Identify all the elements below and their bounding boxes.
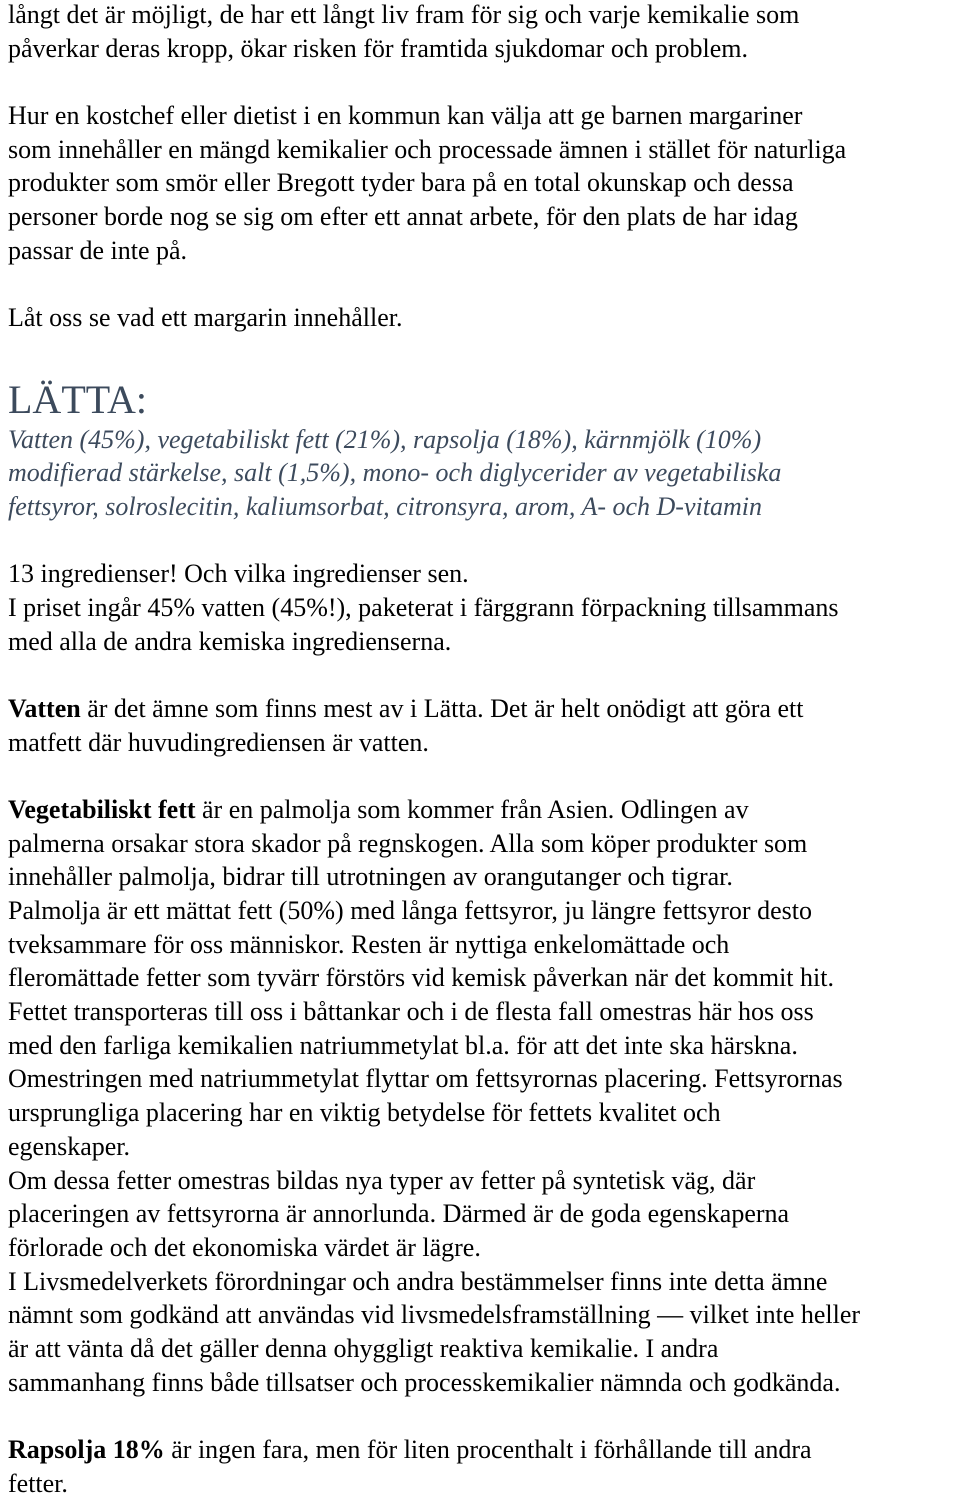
text-line	[8, 692, 960, 726]
text-line: som innehåller en mängd kemikalier och processade ämnen i stället för naturliga	[8, 134, 847, 164]
text-line: personer borde nog se sig om efter ett annat arbete, för den plats de har idag	[8, 202, 798, 232]
paragraph-rapsolja	[8, 1433, 960, 1500]
term-vegetabiliskt-fett: Vegetabiliskt fett	[8, 795, 196, 825]
text-line: med den farliga kemikalien natriummetylat bl.a. för att det inte ska härskna.	[8, 1030, 798, 1060]
text-line: Låt oss se vad ett margarin innehåller.	[8, 303, 403, 333]
text-line: tveksammare för oss människor. Resten är nyttiga enkelomättade och	[8, 929, 730, 959]
text-line	[8, 793, 960, 827]
text-line: I Livsmedelverkets förordningar och andra bestämmelser finns inte detta ämne	[8, 1266, 828, 1296]
text-line: Hur en kostchef eller dietist i en kommun kan välja att ge barnen margariner	[8, 101, 803, 131]
text-line	[8, 1433, 960, 1467]
text-line: Vatten (45%), vegetabiliskt fett (21%), rapsolja (18%), kärnmjölk (10%)	[8, 424, 762, 454]
paragraph-vegetabiliskt-fett	[8, 793, 960, 1399]
text-line: Fettet transporteras till oss i båttankar och i de flesta fall omestras här hos oss	[8, 997, 814, 1027]
text-line: nämnt som godkänd att användas vid livsmedelsframställning — vilket inte heller	[8, 1300, 861, 1330]
text-segment: är ingen fara, men för liten procenthalt i förhållande till andra	[164, 1434, 812, 1464]
text-line: är att vänta då det gäller denna ohyggligt reaktiva kemikalie. I andra	[8, 1333, 719, 1363]
text-line: förlorade och det ekonomiska värdet är lägre.	[8, 1232, 481, 1262]
paragraph-count	[8, 557, 960, 658]
text-segment: är en palmolja som kommer från Asien. Odlingen av	[195, 795, 749, 825]
text-line: påverkar deras kropp, ökar risken för framtida sjukdomar och problem.	[8, 33, 749, 63]
product-heading: LÄTTA:	[8, 376, 147, 422]
text-line: I priset ingår 45% vatten (45%!), paketerat i färggrann förpackning tillsammans	[8, 593, 839, 623]
text-line: modifierad stärkelse, salt (1,5%), mono- och diglycerider av vegetabiliska	[8, 458, 782, 488]
text-line: Palmolja är ett mättat fett (50%) med långa fettsyror, ju längre fettsyror desto	[8, 896, 812, 926]
term-vatten: Vatten	[8, 694, 81, 724]
document-page	[8, 0, 960, 1500]
text-line: produkter som smör eller Bregott tyder bara på en total okunskap och dessa	[8, 168, 794, 198]
text-line: passar de inte på.	[8, 235, 188, 265]
paragraph-intro	[8, 0, 960, 65]
paragraph-kostchef	[8, 99, 960, 267]
text-line: sammanhang finns både tillsatser och processkemikalier nämnda och godkända.	[8, 1367, 841, 1397]
text-line: Omestringen med natriummetylat flyttar om fettsyrornas placering. Fettsyrornas	[8, 1064, 843, 1094]
paragraph-lead-in	[8, 301, 960, 335]
text-line: 13 ingredienser! Och vilka ingredienser sen.	[8, 559, 469, 589]
text-line: Om dessa fetter omestras bildas nya typer av fetter på syntetisk väg, där	[8, 1165, 756, 1195]
text-line: innehåller palmolja, bidrar till utrotningen av orangutanger och tigrar.	[8, 862, 733, 892]
ingredient-list	[8, 423, 960, 524]
text-line: fetter.	[8, 1468, 68, 1498]
text-line: fleromättade fetter som tyvärr förstörs vid kemisk påverkan när det kommit hit.	[8, 963, 834, 993]
term-rapsolja: Rapsolja 18%	[8, 1434, 165, 1464]
text-line: med alla de andra kemiska ingredienserna.	[8, 626, 452, 656]
paragraph-vatten	[8, 692, 960, 759]
text-line: palmerna orsakar stora skador på regnskogen. Alla som köper produkter som	[8, 828, 808, 858]
text-segment: är det ämne som finns mest av i Lätta. Det är helt onödigt att göra ett	[80, 694, 804, 724]
text-line: fettsyror, solroslecitin, kaliumsorbat, citronsyra, arom, A- och D-vitamin	[8, 492, 762, 522]
text-line: matfett där huvudingrediensen är vatten.	[8, 727, 429, 757]
text-line: långt det är möjligt, de har ett långt liv fram för sig och varje kemikalie som	[8, 0, 800, 29]
text-line: placeringen av fettsyrorna är annorlunda. Därmed är de goda egenskaperna	[8, 1199, 790, 1229]
text-line: egenskaper.	[8, 1131, 131, 1161]
text-line: ursprungliga placering har en viktig betydelse för fettets kvalitet och	[8, 1098, 721, 1128]
